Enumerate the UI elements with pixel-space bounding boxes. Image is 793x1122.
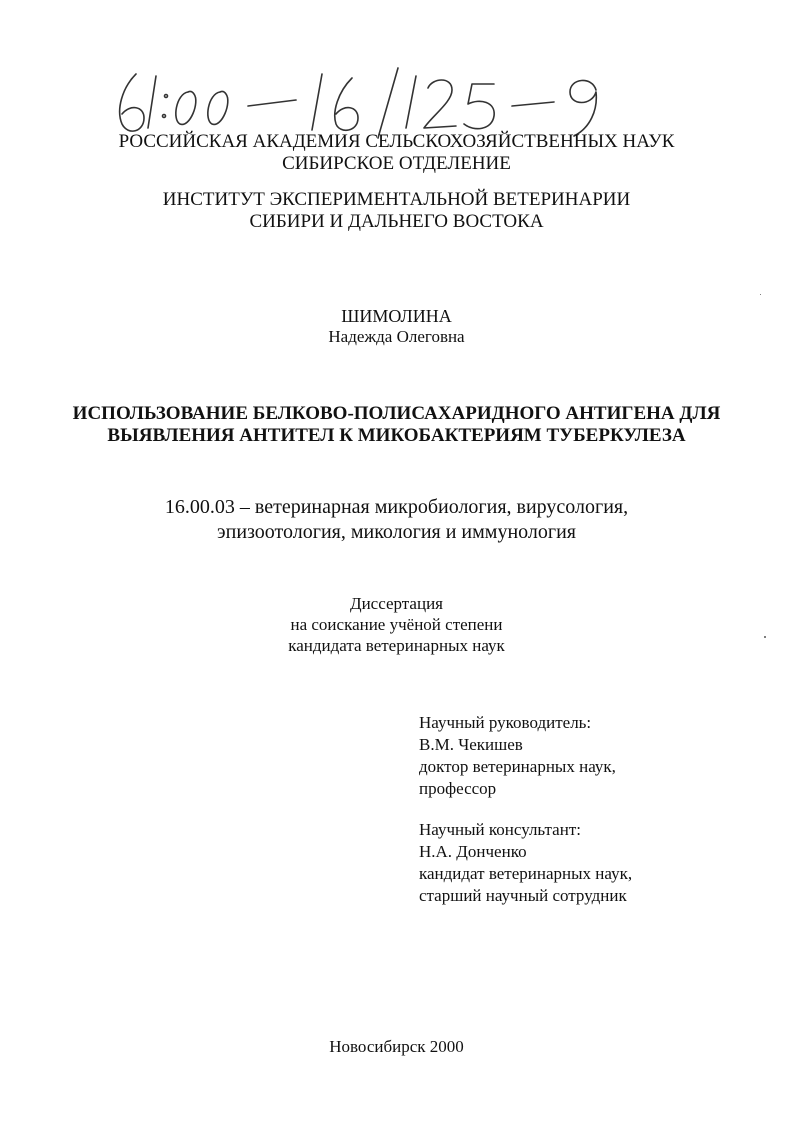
dissertation-title-line2: ВЫЯВЛЕНИЯ АНТИТЕЛ К МИКОБАКТЕРИЯМ ТУБЕРКУЛЕЗА	[107, 425, 686, 446]
handwritten-catalog-number	[108, 62, 628, 142]
scan-speck	[764, 636, 766, 638]
institute-name-line1: ИНСТИТУТ ЭКСПЕРИМЕНТАЛЬНОЙ ВЕТЕРИНАРИИ	[162, 189, 631, 210]
consultant-name: Н.А. Донченко	[419, 842, 527, 861]
document-type: Диссертация	[349, 594, 443, 613]
supervisor-degree: доктор ветеринарных наук,	[419, 757, 616, 776]
specialty-code-line1: 16.00.03 – ветеринарная микробиология, вирусология,	[164, 496, 629, 518]
supervisor-name: В.М. Чекишев	[419, 735, 523, 754]
author-given-names: Надежда Олеговна	[328, 327, 465, 346]
handwritten-number-drawing	[108, 62, 628, 142]
scan-speck	[760, 294, 761, 295]
academy-branch: СИБИРСКОЕ ОТДЕЛЕНИЕ	[282, 153, 511, 174]
consultant-role: Научный консультант:	[419, 820, 581, 839]
consultant-degree: кандидат ветеринарных наук,	[419, 864, 633, 883]
dissertation-title-line1: ИСПОЛЬЗОВАНИЕ БЕЛКОВО-ПОЛИСАХАРИДНОГО АНТИГЕНА ДЛЯ	[72, 403, 721, 424]
supervisor-rank: профессор	[419, 779, 497, 798]
specialty-code-line2: эпизоотология, микология и иммунология	[217, 521, 576, 543]
degree-name: кандидата ветеринарных наук	[288, 636, 505, 655]
place-and-year: Новосибирск 2000	[329, 1037, 464, 1056]
author-surname: ШИМОЛИНА	[341, 306, 452, 326]
supervisor-role: Научный руководитель:	[419, 713, 592, 732]
institute-name-line2: СИБИРИ И ДАЛЬНЕГО ВОСТОКА	[249, 211, 544, 232]
degree-purpose: на соискание учёной степени	[290, 615, 503, 634]
consultant-position: старший научный сотрудник	[419, 886, 627, 905]
academy-name: РОССИЙСКАЯ АКАДЕМИЯ СЕЛЬСКОХОЗЯЙСТВЕННЫХ НАУК	[118, 131, 675, 152]
